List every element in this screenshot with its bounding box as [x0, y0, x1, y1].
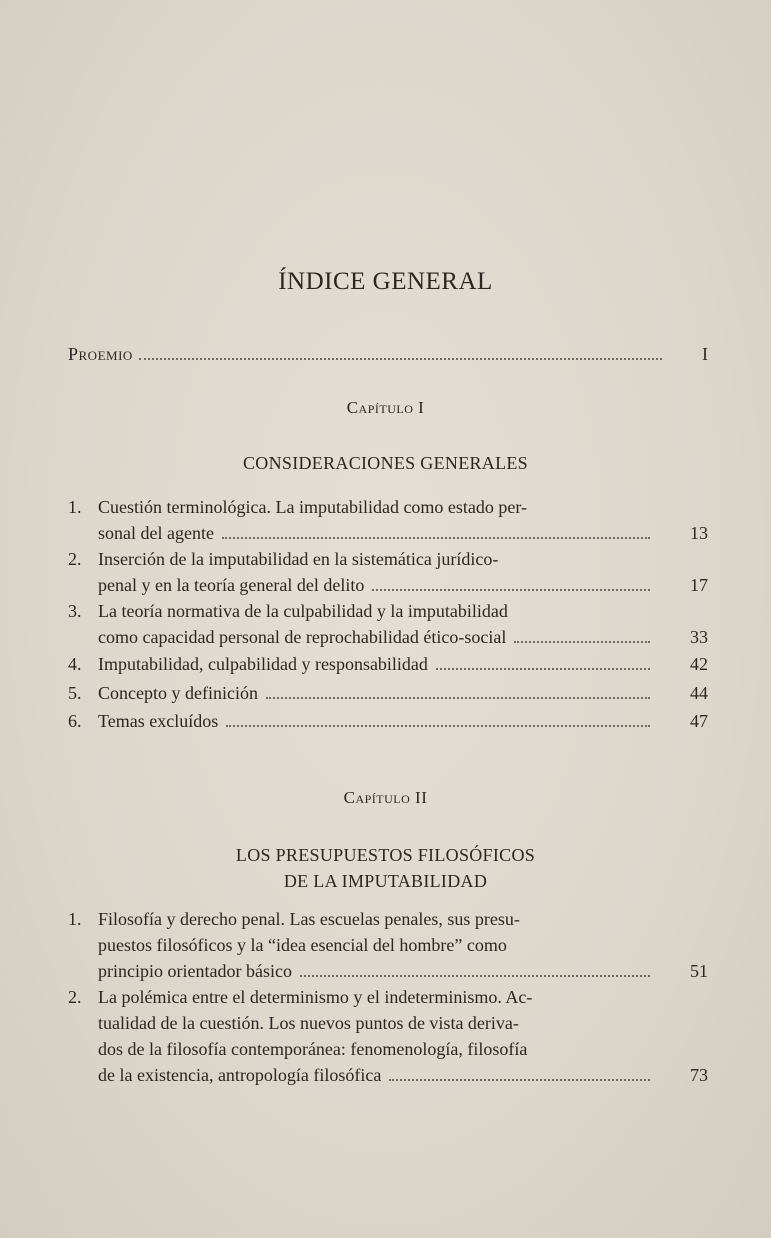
entry-page: 47	[690, 711, 708, 731]
entry-number: 1.	[68, 497, 82, 517]
dot-leader	[372, 589, 650, 591]
toc-entry	[68, 708, 708, 734]
toc-entry	[68, 494, 708, 546]
toc-entry	[68, 598, 708, 650]
entry-last-line: Imputabilidad, culpabilidad y responsabilidad	[98, 654, 428, 674]
entry-page: 42	[690, 654, 708, 674]
heading-line: LOS PRESUPUESTOS FILOSÓFICOS	[235, 845, 536, 865]
entry-page: 44	[690, 683, 708, 703]
proemio-row	[68, 344, 708, 365]
dot-leader	[436, 668, 650, 670]
entry-line: La polémica entre el determinismo y el indeterminismo. Ac-	[98, 987, 533, 1007]
entry-last-line: de la existencia, antropología filosófica	[98, 1065, 382, 1085]
toc-entry	[68, 546, 708, 598]
dot-leader	[139, 358, 662, 360]
heading-line: DE LA IMPUTABILIDAD	[283, 871, 488, 891]
entry-page: 51	[690, 961, 708, 981]
entry-line: puestos filosóficos y la “idea esencial del hombre” como	[98, 935, 507, 955]
toc-entry	[68, 651, 708, 677]
page-title: ÍNDICE GENERAL	[278, 268, 493, 295]
entry-page: 17	[690, 575, 708, 595]
entry-last-line: Temas excluídos	[98, 711, 219, 731]
entry-number: 2.	[68, 549, 82, 569]
entry-number: 3.	[68, 601, 82, 621]
dot-leader	[222, 537, 650, 539]
entry-last-line: sonal del agente	[98, 523, 214, 543]
proemio-label: Proemio	[68, 344, 133, 364]
entry-line: La teoría normativa de la culpabilidad y la imputabilidad	[98, 601, 508, 621]
entry-page: 13	[690, 523, 708, 543]
heading-line: CONSIDERACIONES GENERALES	[242, 453, 528, 473]
entry-line: Cuestión terminológica. La imputabilidad como estado per-	[98, 497, 528, 517]
entry-line: tualidad de la cuestión. Los nuevos puntos de vista deriva-	[98, 1013, 519, 1033]
dot-leader	[266, 697, 650, 699]
entry-last-line: Concepto y definición	[98, 683, 258, 703]
dot-leader	[514, 641, 650, 643]
entry-line: Inserción de la imputabilidad en la sistemática jurídico-	[98, 549, 499, 569]
chapter-2-heading	[0, 842, 771, 894]
chapter-2-label: Capítulo II	[343, 788, 428, 807]
toc-entry	[68, 984, 708, 1088]
entry-last-line: principio orientador básico	[98, 961, 292, 981]
entry-page: 73	[690, 1065, 708, 1085]
dot-leader	[300, 975, 650, 977]
entry-number: 5.	[68, 683, 82, 703]
entry-page: 33	[690, 627, 708, 647]
entry-line: Filosofía y derecho penal. Las escuelas penales, sus presu-	[98, 909, 520, 929]
entry-number: 1.	[68, 909, 82, 929]
entry-number: 2.	[68, 987, 82, 1007]
entry-last-line: como capacidad personal de reprochabilidad ético-social	[98, 627, 507, 647]
entry-last-line: penal y en la teoría general del delito	[98, 575, 365, 595]
chapter-1-label: Capítulo I	[346, 398, 425, 417]
toc-entry	[68, 906, 708, 984]
dot-leader	[389, 1079, 650, 1081]
chapter-1-heading	[0, 450, 771, 476]
entry-number: 4.	[68, 654, 82, 674]
entry-number: 6.	[68, 711, 82, 731]
proemio-page: I	[702, 344, 708, 364]
entry-line: dos de la filosofía contemporánea: fenomenología, filosofía	[98, 1039, 528, 1059]
dot-leader	[226, 725, 650, 727]
toc-entry	[68, 680, 708, 706]
